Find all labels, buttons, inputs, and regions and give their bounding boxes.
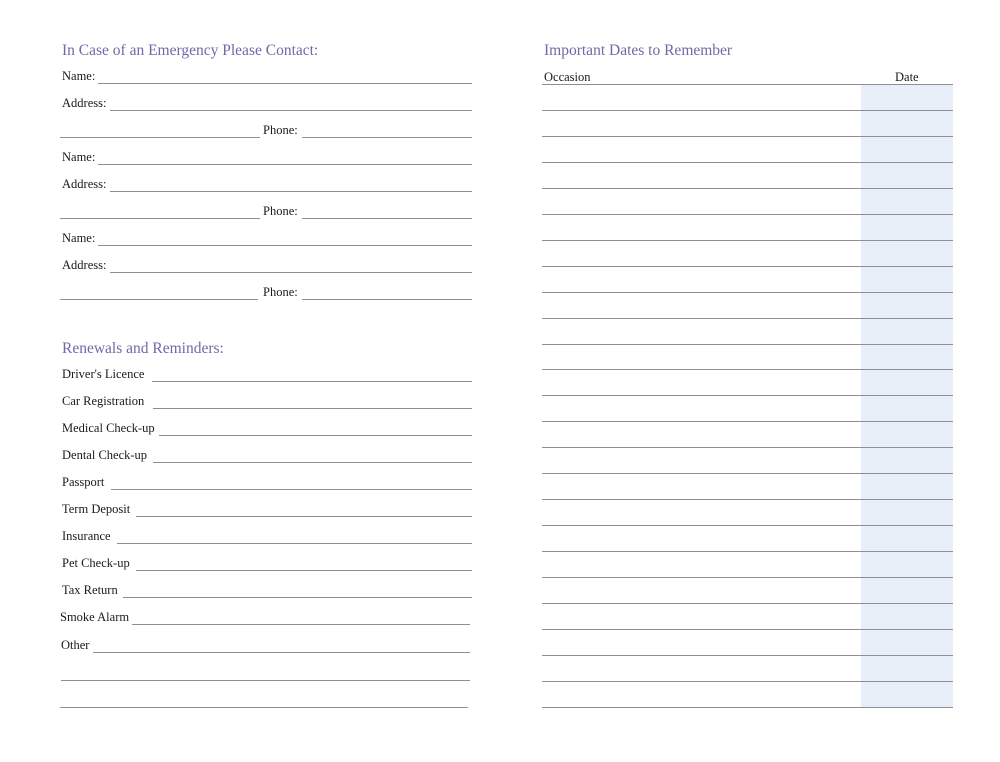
renewal-line[interactable] <box>153 408 472 409</box>
renewal-label: Driver's Licence <box>62 366 145 381</box>
phone-label: Phone: <box>263 284 298 299</box>
extra-line[interactable] <box>61 680 470 681</box>
renewal-line[interactable] <box>93 652 470 653</box>
renewal-label: Insurance <box>62 528 111 543</box>
renewal-row[interactable] <box>62 472 472 490</box>
date-row-line[interactable] <box>542 84 953 85</box>
date-row-line[interactable] <box>542 188 953 189</box>
renewal-row[interactable] <box>62 526 472 544</box>
renewal-row[interactable] <box>61 635 470 653</box>
name-label: Name: <box>62 230 96 245</box>
renewal-label: Term Deposit <box>62 501 131 516</box>
renewal-row[interactable] <box>62 445 472 463</box>
address-continuation-line[interactable] <box>60 299 258 300</box>
date-row-line[interactable] <box>542 136 953 137</box>
renewal-line[interactable] <box>152 381 472 382</box>
date-row-line[interactable] <box>542 525 953 526</box>
occasion-header: Occasion <box>544 70 591 84</box>
address-line[interactable] <box>110 191 472 192</box>
phone-line[interactable] <box>302 299 472 300</box>
date-row-line[interactable] <box>542 629 953 630</box>
name-label: Name: <box>62 149 96 164</box>
renewal-label: Car Registration <box>62 393 145 408</box>
contact-3-phone-row[interactable] <box>60 282 472 300</box>
renewal-line[interactable] <box>132 624 470 625</box>
name-line[interactable] <box>98 164 472 165</box>
date-row-line[interactable] <box>542 655 953 656</box>
date-row-line[interactable] <box>542 681 953 682</box>
date-row-line[interactable] <box>542 499 953 500</box>
contact-2-name-row[interactable] <box>62 147 472 165</box>
renewal-line[interactable] <box>123 597 472 598</box>
renewal-label: Pet Check-up <box>62 555 130 570</box>
date-row-line[interactable] <box>542 577 953 578</box>
address-line[interactable] <box>110 110 472 111</box>
contact-1-name-row[interactable] <box>62 66 472 84</box>
renewal-label: Medical Check-up <box>62 420 155 435</box>
date-row-line[interactable] <box>542 369 953 370</box>
phone-label: Phone: <box>263 203 298 218</box>
renewal-label: Tax Return <box>62 582 118 597</box>
date-row-line[interactable] <box>542 162 953 163</box>
contact-3-address-row[interactable] <box>62 255 472 273</box>
phone-line[interactable] <box>302 137 472 138</box>
renewal-line[interactable] <box>136 516 472 517</box>
date-row-line[interactable] <box>542 266 953 267</box>
emergency-heading: In Case of an Emergency Please Contact: <box>62 42 319 59</box>
date-row-line[interactable] <box>542 318 953 319</box>
renewals-heading: Renewals and Reminders: <box>62 340 224 357</box>
renewal-row[interactable] <box>62 391 472 409</box>
date-row-line[interactable] <box>542 292 953 293</box>
name-line[interactable] <box>98 245 472 246</box>
date-row-line[interactable] <box>542 473 953 474</box>
renewal-line[interactable] <box>111 489 472 490</box>
date-row-line[interactable] <box>542 551 953 552</box>
renewal-label: Other <box>61 637 90 652</box>
address-continuation-line[interactable] <box>60 218 260 219</box>
renewal-label: Passport <box>62 474 105 489</box>
contact-2-address-row[interactable] <box>62 174 472 192</box>
phone-line[interactable] <box>302 218 472 219</box>
renewal-row[interactable] <box>62 580 472 598</box>
renewal-row[interactable] <box>62 553 472 571</box>
phone-label: Phone: <box>263 122 298 137</box>
dates-heading: Important Dates to Remember <box>544 42 733 59</box>
date-row-line[interactable] <box>542 240 953 241</box>
renewal-row[interactable] <box>62 499 472 517</box>
renewal-label: Smoke Alarm <box>60 609 130 624</box>
date-row-line[interactable] <box>542 344 953 345</box>
contact-3-name-row[interactable] <box>62 228 472 246</box>
renewal-row[interactable] <box>62 418 472 436</box>
address-label: Address: <box>62 95 107 110</box>
contact-2-phone-row[interactable] <box>60 201 472 219</box>
address-line[interactable] <box>110 272 472 273</box>
date-row-line[interactable] <box>542 395 953 396</box>
address-label: Address: <box>62 257 107 272</box>
date-row-line[interactable] <box>542 603 953 604</box>
name-line[interactable] <box>98 83 472 84</box>
date-row-line[interactable] <box>542 110 953 111</box>
date-row-line[interactable] <box>542 214 953 215</box>
renewal-line[interactable] <box>117 543 472 544</box>
date-row-line[interactable] <box>542 707 953 708</box>
contact-1-address-row[interactable] <box>62 93 472 111</box>
date-row-line[interactable] <box>542 447 953 448</box>
date-header: Date <box>895 70 919 84</box>
extra-line[interactable] <box>60 707 468 708</box>
contact-1-phone-row[interactable] <box>60 120 472 138</box>
address-label: Address: <box>62 176 107 191</box>
renewal-row[interactable] <box>60 607 470 625</box>
renewal-line[interactable] <box>136 570 472 571</box>
renewal-line[interactable] <box>159 435 472 436</box>
date-row-line[interactable] <box>542 421 953 422</box>
name-label: Name: <box>62 68 96 83</box>
renewal-row[interactable] <box>62 364 472 382</box>
renewal-label: Dental Check-up <box>62 447 148 462</box>
renewal-line[interactable] <box>153 462 472 463</box>
address-continuation-line[interactable] <box>60 137 260 138</box>
